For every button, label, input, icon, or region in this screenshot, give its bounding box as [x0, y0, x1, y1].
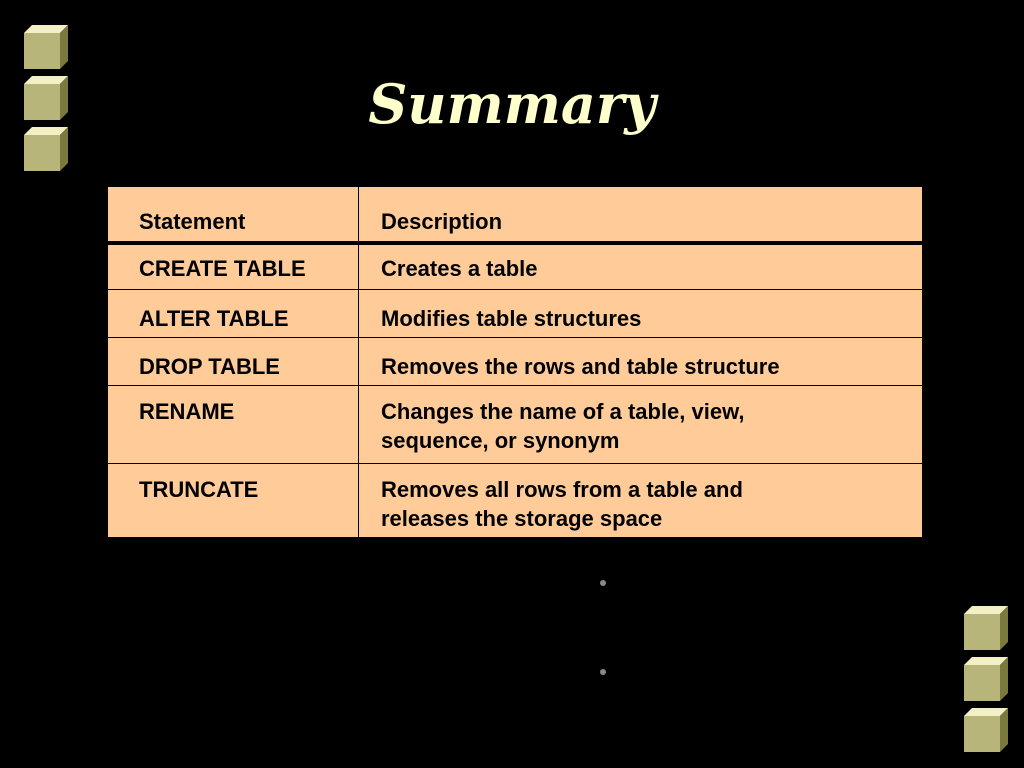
- table-header-row: [108, 187, 923, 244]
- description-cell: Removes the rows and table structure: [359, 338, 923, 386]
- table-row: [108, 290, 923, 338]
- cube-icon: [964, 708, 1008, 752]
- cube-icon: [24, 25, 68, 69]
- column-header-description: Description: [359, 187, 923, 244]
- statement-cell: DROP TABLE: [108, 338, 359, 386]
- table-row: [108, 243, 923, 290]
- description-cell: Modifies table structures: [359, 290, 923, 338]
- column-header-statement: Statement: [108, 187, 359, 244]
- statement-cell: ALTER TABLE: [108, 290, 359, 338]
- table-row: [108, 464, 923, 538]
- description-cell: Removes all rows from a table and releases the storage space: [359, 464, 923, 538]
- statement-cell: TRUNCATE: [108, 464, 359, 538]
- decorative-dot: [600, 669, 606, 675]
- decorative-dot: [600, 580, 606, 586]
- summary-table: [107, 186, 923, 538]
- statement-cell: CREATE TABLE: [108, 243, 359, 290]
- table-row: [108, 386, 923, 464]
- summary-table-wrap: [107, 186, 922, 538]
- table-row: [108, 338, 923, 386]
- cube-icon: [964, 606, 1008, 650]
- description-cell: Changes the name of a table, view, sequence, or synonym: [359, 386, 923, 464]
- cube-icon: [964, 657, 1008, 701]
- statement-cell: RENAME: [108, 386, 359, 464]
- slide-title: Summary: [368, 72, 656, 136]
- description-cell: Creates a table: [359, 243, 923, 290]
